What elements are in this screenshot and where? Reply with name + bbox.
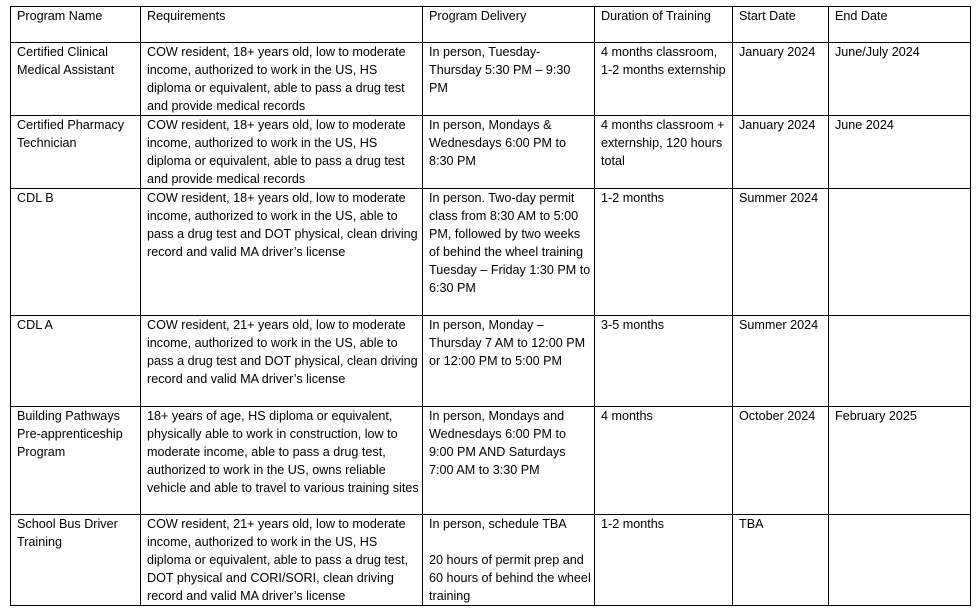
start-date-cell: Summer 2024 xyxy=(733,189,829,316)
end-date-cell xyxy=(829,189,971,316)
header-duration: Duration of Training xyxy=(595,7,733,43)
start-date-cell: Summer 2024 xyxy=(733,316,829,407)
delivery-cell: In person, Mondays and Wednesdays 6:00 PM to 9:00 PM AND Saturdays 7:00 AM to 3:30 PM xyxy=(423,407,595,515)
program-name-cell: CDL A xyxy=(11,316,141,407)
delivery-cell: In person, schedule TBA 20 hours of permit prep and 60 hours of behind the wheel training xyxy=(423,515,595,606)
table-row xyxy=(11,116,971,189)
table-row xyxy=(11,407,971,515)
start-date-cell: January 2024 xyxy=(733,43,829,116)
requirements-cell: COW resident, 18+ years old, low to moderate income, authorized to work in the US, HS diploma or equivalent, able to pass a drug test and provide medical records xyxy=(141,43,423,116)
program-name-cell: Certified Pharmacy Technician xyxy=(11,116,141,189)
requirements-cell: COW resident, 18+ years old, low to moderate income, authorized to work in the US, able to pass a drug test and DOT physical, clean driving record and valid MA driver’s license xyxy=(141,189,423,316)
header-program-delivery: Program Delivery xyxy=(423,7,595,43)
end-date-cell xyxy=(829,515,971,606)
requirements-cell: COW resident, 21+ years old, low to moderate income, authorized to work in the US, able to pass a drug test and DOT physical, clean driving record and valid MA driver’s license xyxy=(141,316,423,407)
delivery-cell: In person, Tuesday-Thursday 5:30 PM – 9:30 PM xyxy=(423,43,595,116)
table-row xyxy=(11,189,971,316)
table-row xyxy=(11,43,971,116)
header-program-name: Program Name xyxy=(11,7,141,43)
requirements-cell: COW resident, 21+ years old, low to moderate income, authorized to work in the US, HS diploma or equivalent, able to pass a drug test, DOT physical and CORI/SORI, clean driving record and valid MA driver’s license xyxy=(141,515,423,606)
end-date-cell xyxy=(829,316,971,407)
duration-cell: 4 months classroom + externship, 120 hours total xyxy=(595,116,733,189)
duration-cell: 1-2 months xyxy=(595,189,733,316)
delivery-cell: In person, Mondays & Wednesdays 6:00 PM to 8:30 PM xyxy=(423,116,595,189)
table-row xyxy=(11,316,971,407)
header-end-date: End Date xyxy=(829,7,971,43)
requirements-cell: 18+ years of age, HS diploma or equivalent, physically able to work in construction, low to moderate income, able to pass a drug test, authorized to work in the US, owns reliable vehicle and able to travel to various training sites xyxy=(141,407,423,515)
duration-cell: 1-2 months xyxy=(595,515,733,606)
delivery-cell: In person, Monday – Thursday 7 AM to 12:00 PM or 12:00 PM to 5:00 PM xyxy=(423,316,595,407)
end-date-cell: June 2024 xyxy=(829,116,971,189)
start-date-cell: October 2024 xyxy=(733,407,829,515)
table-row xyxy=(11,515,971,606)
program-name-cell: School Bus Driver Training xyxy=(11,515,141,606)
program-name-cell: CDL B xyxy=(11,189,141,316)
program-name-cell: Certified Clinical Medical Assistant xyxy=(11,43,141,116)
duration-cell: 4 months xyxy=(595,407,733,515)
training-programs-table xyxy=(10,6,971,606)
start-date-cell: TBA xyxy=(733,515,829,606)
end-date-cell: June/July 2024 xyxy=(829,43,971,116)
end-date-cell: February 2025 xyxy=(829,407,971,515)
program-name-cell: Building Pathways Pre-apprenticeship Program xyxy=(11,407,141,515)
duration-cell: 3-5 months xyxy=(595,316,733,407)
duration-cell: 4 months classroom, 1-2 months externship xyxy=(595,43,733,116)
header-requirements: Requirements xyxy=(141,7,423,43)
start-date-cell: January 2024 xyxy=(733,116,829,189)
delivery-cell: In person. Two-day permit class from 8:30 AM to 5:00 PM, followed by two weeks of behind the wheel training Tuesday – Friday 1:30 PM to 6:30 PM xyxy=(423,189,595,316)
requirements-cell: COW resident, 18+ years old, low to moderate income, authorized to work in the US, HS diploma or equivalent, able to pass a drug test and provide medical records xyxy=(141,116,423,189)
table-header-row xyxy=(11,7,971,43)
header-start-date: Start Date xyxy=(733,7,829,43)
